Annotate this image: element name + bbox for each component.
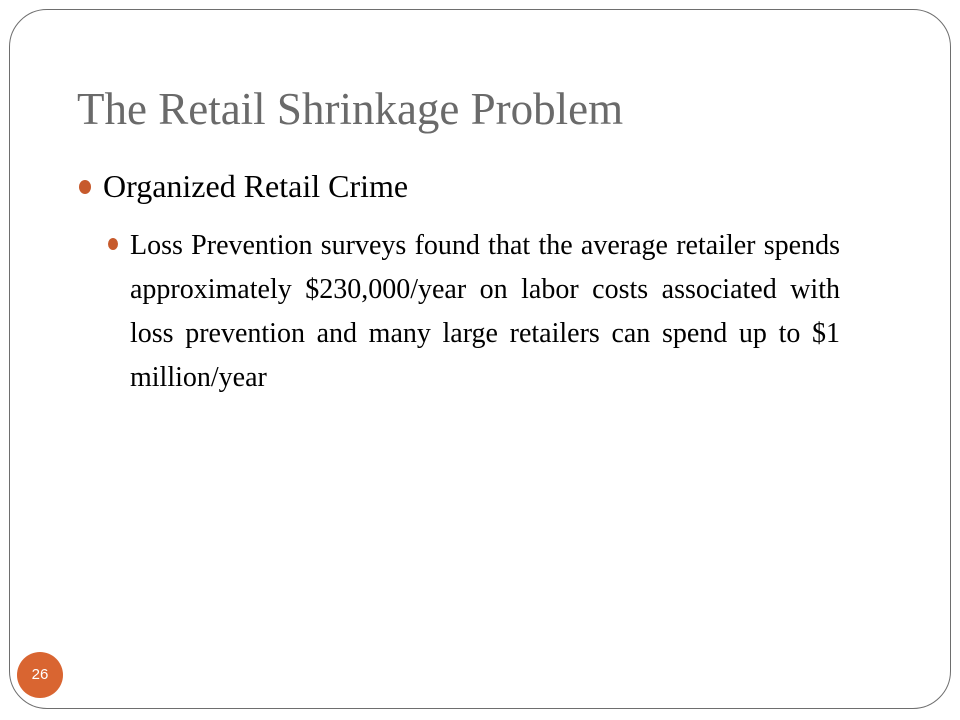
bullet-level-1-text: Organized Retail Crime — [103, 168, 409, 204]
sub-bullet-dot-icon — [108, 238, 118, 250]
bullet-dot-icon — [79, 180, 91, 194]
slide-title: The Retail Shrinkage Problem — [77, 84, 624, 134]
page-number-badge: 26 — [17, 652, 63, 698]
bullet-level-1 — [79, 165, 408, 207]
bullet-level-2-text: Loss Prevention surveys found that the average retailer spends approximately $230,000/year on labor costs associated with loss prevention and many large retailers can spend up to $1 million/year — [130, 230, 840, 393]
bullet-level-2 — [108, 224, 848, 400]
